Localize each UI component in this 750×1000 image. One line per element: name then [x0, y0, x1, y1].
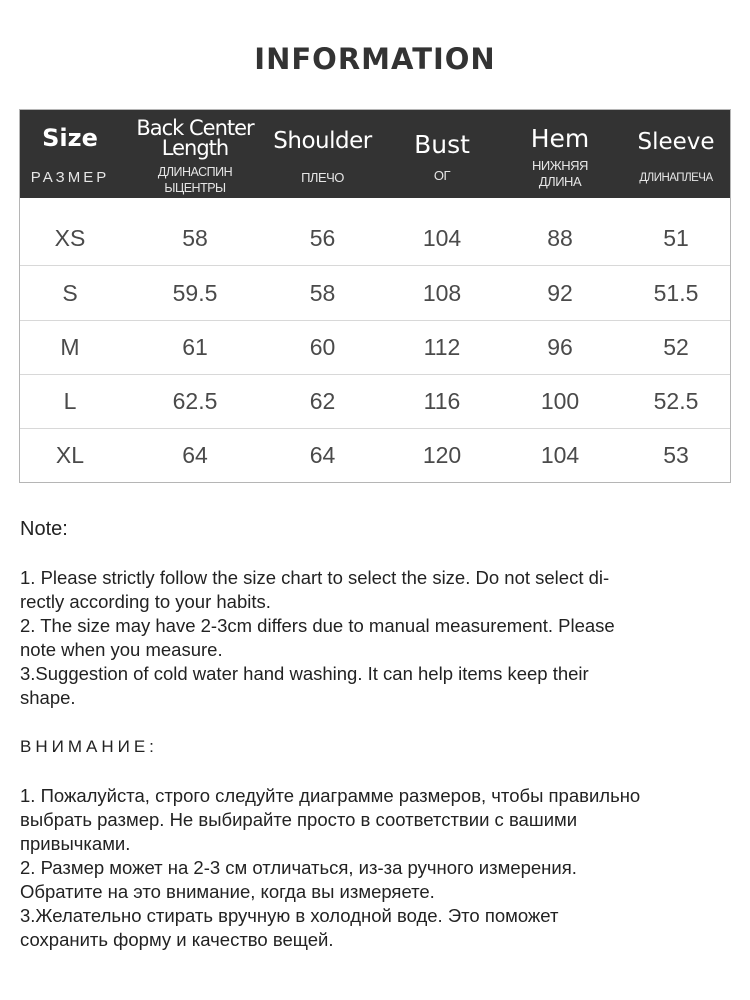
header-sleeve-sublabel: ДЛИНАПЛЕЧА — [639, 172, 713, 184]
cell-hem: 88 — [547, 225, 573, 251]
cell-bust: 108 — [422, 280, 462, 306]
russian-note-paragraph — [20, 784, 732, 952]
russian-note-line: 1. Пожалуйста, строго следуйте диаграмме размеров, чтобы правильно — [20, 785, 641, 806]
table-header — [20, 110, 730, 198]
header-size-sublabel: РАЗМЕР — [30, 169, 110, 186]
note-line: rectly according to your habits. — [20, 591, 271, 612]
header-bust — [387, 110, 497, 198]
cell-sleeve: 52.5 — [653, 388, 699, 414]
note-paragraph — [20, 566, 732, 710]
note-line: 2. The size may have 2-3cm differs due to manual measurement. Please — [20, 615, 615, 636]
cell-size: XS — [54, 225, 86, 251]
header-shoulder-label: Shoulder — [273, 128, 372, 154]
russian-note-line: 2. Размер может на 2-3 см отличаться, из-за ручного измерения. — [20, 857, 577, 878]
table-row — [20, 266, 730, 321]
cell-sleeve: 52 — [663, 334, 689, 360]
cell-hem: 92 — [547, 280, 573, 306]
header-back-center-length — [120, 110, 270, 198]
header-back-center-length-sublabel: ДЛИНАСПИНЫЦЕНТРЫ — [157, 165, 233, 195]
cell-hem: 100 — [540, 388, 580, 414]
table-row — [20, 211, 730, 266]
cell-sleeve: 53 — [663, 442, 689, 468]
cell-hem: 104 — [540, 442, 580, 468]
cell-bust: 116 — [423, 388, 461, 414]
cell-back-center-length: 61 — [182, 334, 208, 360]
header-bust-sublabel: ОГ — [433, 168, 451, 183]
note-line: 1. Please strictly follow the size chart to select the size. Do not select di- — [20, 567, 610, 588]
cell-shoulder: 56 — [309, 225, 336, 251]
cell-size: M — [60, 334, 80, 360]
size-chart-table — [19, 109, 731, 483]
cell-sleeve: 51.5 — [653, 280, 699, 306]
header-size — [20, 110, 120, 198]
cell-back-center-length: 62.5 — [172, 388, 218, 414]
note-heading: Note: — [20, 518, 68, 540]
cell-shoulder: 58 — [309, 280, 336, 306]
cell-shoulder: 64 — [309, 442, 336, 468]
header-shoulder — [270, 110, 375, 198]
cell-shoulder: 60 — [309, 334, 336, 360]
note-line: shape. — [20, 687, 76, 708]
header-size-label: Size — [42, 124, 98, 152]
header-sleeve — [620, 110, 732, 198]
cell-size: XL — [55, 442, 85, 468]
header-bust-label: Bust — [414, 130, 470, 159]
cell-bust: 120 — [422, 442, 462, 468]
russian-note-line: 3.Желательно стирать вручную в холодной воде. Это поможет — [20, 905, 559, 926]
page-title: INFORMATION — [254, 42, 496, 76]
russian-note-heading: ВНИМАНИЕ: — [20, 737, 158, 756]
cell-shoulder: 62 — [309, 388, 336, 414]
header-shoulder-sublabel: ПЛЕЧО — [301, 170, 344, 185]
russian-note-line: сохранить форму и качество вещей. — [20, 929, 334, 950]
russian-note-line: Обратите на это внимание, когда вы измеряете. — [20, 881, 435, 902]
cell-bust: 104 — [422, 225, 462, 251]
header-sleeve-label: Sleeve — [637, 129, 715, 155]
cell-sleeve: 51 — [663, 225, 689, 251]
header-hem — [510, 110, 610, 198]
note-line: note when you measure. — [20, 639, 223, 660]
cell-back-center-length: 58 — [182, 225, 208, 251]
table-row — [20, 374, 730, 429]
cell-size: S — [62, 280, 78, 306]
cell-size: L — [63, 388, 77, 414]
header-hem-sublabel: НИЖНЯЯ ДЛИНА — [532, 158, 588, 189]
cell-hem: 96 — [547, 334, 573, 360]
table-row — [20, 428, 730, 482]
cell-back-center-length: 59.5 — [172, 280, 218, 306]
cell-back-center-length: 64 — [182, 442, 208, 468]
table-row — [20, 320, 730, 375]
russian-note-line: выбрать размер. Не выбирайте просто в соответствии с вашими — [20, 809, 578, 830]
header-back-center-length-label: Back Center Length — [136, 116, 254, 160]
note-line: 3.Suggestion of cold water hand washing. It can help items keep their — [20, 663, 589, 684]
cell-bust: 112 — [423, 334, 461, 360]
russian-note-line: привычками. — [20, 833, 131, 854]
header-hem-label: Hem — [530, 124, 590, 153]
